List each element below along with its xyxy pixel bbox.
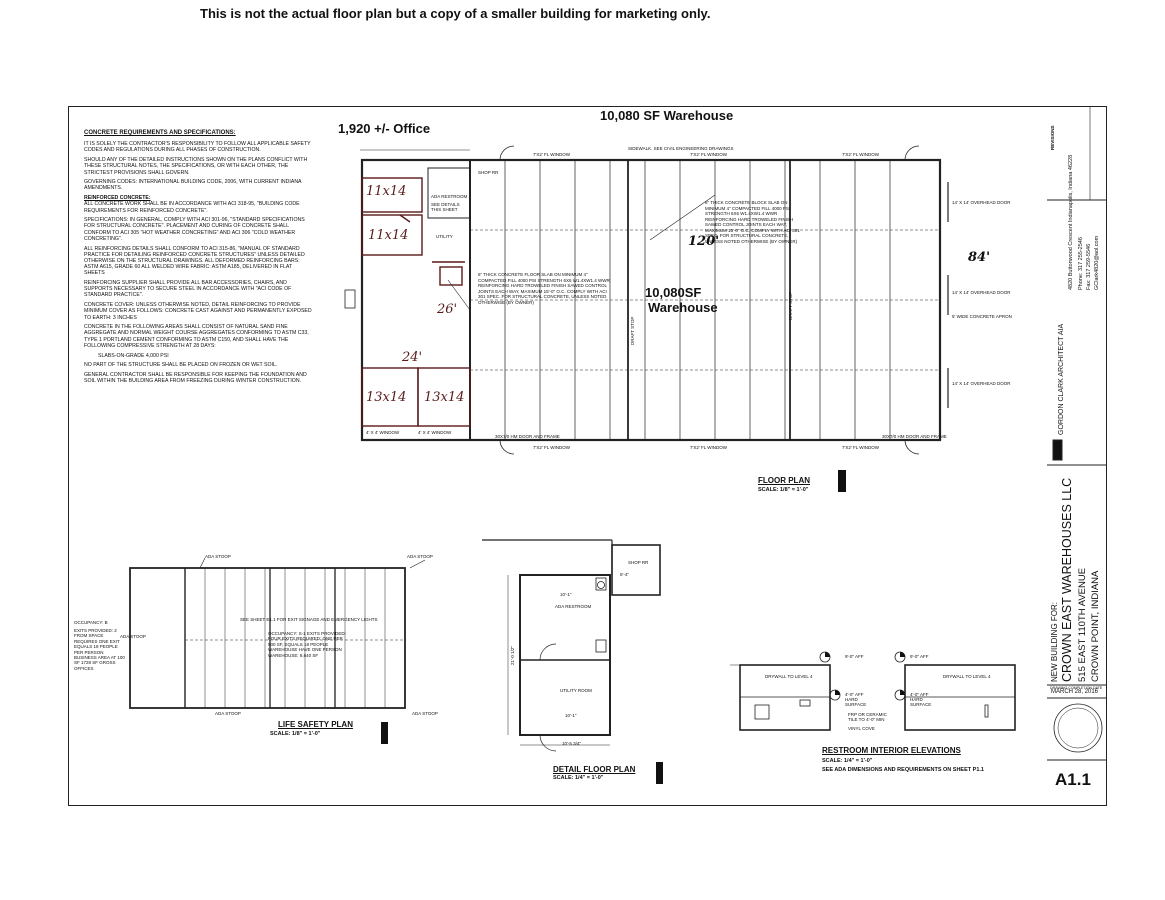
dimension-24: 24' [402,350,423,365]
utility-label: UTILITY [436,234,453,239]
floor-plan-scale: SCALE: 1/8" = 1'-0" [758,487,809,493]
detail-dim-b: 10'-1" [565,713,577,718]
completion-date: MARCH 28, 2016 [1051,689,1099,695]
drywall-label-1: DRYWALL TO LEVEL 4 [765,674,813,679]
window-top-label-2: 7'X2' FL WINDOW [690,152,728,157]
client-city: CROWN POINT, INDIANA [1090,570,1101,682]
note-p6: ALL REINFORCING DETAILS SHALL CONFORM TO ACI 315-86, "MANUAL OF STANDARD PRACTICE FOR DETAILING REINFORCED CONCRETE STRUCTURES" UNLESS DETAILED OTHERWISE ON THE STRUCTURAL DRAWINGS. ALL DEFORMED REINFORCING BARS: ASTM A615, GRADE 60 ALL WELDED WIRE FABRIC: ASTM A185, DELIVERED IN FLAT SHEETS [84,245,305,277]
detail-utility-room: UTILITY ROOM [560,688,592,693]
dimension-26: 26' [437,302,458,317]
note-p11: NO PART OF THE STRUCTURE SHALL BE PLACED ON FROZEN OR WET SOIL. [84,362,278,369]
sidewalk-label: SIDEWALK. SEE CIVIL ENGINEERING DRAWINGS [628,146,734,151]
floor-plan-title: FLOOR PLAN [758,476,810,485]
warehouse-center-label-2: Warehouse [648,300,718,315]
ada-stoop-label-1: ADA STOOP [205,554,231,559]
life-safety-marker [381,722,388,744]
restroom-elev-scale: SCALE: 1/4" = 1'-0" [822,758,873,764]
warehouse-center-label-1: 10,080SF [645,285,702,300]
occupancy-left: OCCUPANCY: B [74,620,108,625]
overhead-door-label-1: 14' X 14' OVERHEAD DOOR [952,200,1011,205]
note-p10: SLABS-ON-GRADE 4,000 PSI [98,352,169,359]
architect-name: GORDON CLARK ARCHITECT AIA [1058,323,1065,435]
office-window-label-2: 4' X 4' WINDOW [418,430,452,435]
overhead-door-label-3: 14' X 14' OVERHEAD DOOR [952,381,1011,386]
detail-ada-restroom: ADA RESTROOM [555,604,592,609]
room-label-1: 11x14 [366,184,407,199]
detail-dim-a: 10'-1" [560,592,572,597]
door-frame-label-2: 30X7/0 HM DOOR AND FRAME [882,434,947,439]
window-bottom-label-2: 7'X2' FL WINDOW [690,445,728,450]
restroom-elev-note: SEE ADA DIMENSIONS AND REQUIREMENTS ON SHEET P1.1 [822,767,984,773]
detail-dim-d: 21'-0 1/2" [510,646,515,665]
note-p4: ALL CONCRETE WORK SHALL BE IN ACCORDANCE WITH ACI 318-95, "BUILDING CODE REQUIREMENTS FOR REINFORCED CONCRETE". [84,201,300,214]
room-label-3: 13x14 [366,390,407,405]
detail-floor-scale: SCALE: 1/4" = 1'-0" [553,775,604,781]
ada-stoop-label-3: ADA STOOP [120,634,146,639]
drywall-label-2: DRYWALL TO LEVEL 4 [943,674,991,679]
note-p7: REINFORCING SUPPLIER SHALL PROVIDE ALL BAR ACCESSORIES, CHAIRS, AND SUPPORTS NECESSARY TO SECURE STEEL IN ACCORDANCE WITH "ACI CODE OF STANDARD PRACTICE". [84,280,292,299]
detail-marker [656,762,663,784]
tile-label: FRP OR CERAMIC TILE TO 4'-0" MIN [848,712,887,722]
life-safety-title: LIFE SAFETY PLAN [278,720,353,729]
window-top-label-3: 7'X2' FL WINDOW [842,152,880,157]
overhead-door-label-2: 14' X 14' OVERHEAD DOOR [952,290,1011,295]
architect-fax: Fax: 317 259-5546 [1086,243,1092,290]
room-arrow [400,215,410,222]
note-p9: CONCRETE IN THE FOLLOWING AREAS SHALL CONSIST OF NATURAL SAND FINE AGGREGATE AND NORMAL WEIGHT COURSE AGGREGATES CONFORMING TO ASTM C33, TYPE 1 PORTLAND CEMENT CONFORMING TO ASTM C150, AND SHALL HAVE THE FOLLOWING COMPRESSIVE STRENGTH AT 28 DAYS: [84,324,309,349]
draft-stop-label-1: DRAFT STOP [630,316,635,345]
office-area-heading: 1,920 +/- Office [338,121,431,136]
detail-floor-plan [482,540,660,751]
office-window-label-1: 4' X 4' WINDOW [366,430,400,435]
architect-address: 4820 Buttonwood Crescent Indianapolis, Indiana 46228 [1068,154,1074,290]
restroom-elev-title: RESTROOM INTERIOR ELEVATIONS [822,746,961,755]
floor-plan-marker [838,470,846,492]
office-slab-note: 6" THICK CONCRETE FLOOR SLAB ON MINIMUM 4" COMPACTED FILL 4000 PSI STRENGTH 6X6 W1.4XW1.4 WWR REINFORCING HARD TROWELED FINISH SAWED CONTROL JOINTS EACH WAY, MAXIMUM 15'-0" O.C. COMPLY WITH ACI 301 SPEC. FOR STRUCTURAL CONCRETE, UNLESS NOTED OTHERWISE (BY OWNER) [478,272,610,305]
utility-box [440,267,462,285]
aff-label-4: 4'-0" AFF HARD SURFACE [910,692,932,707]
note-p2: SHOULD ANY OF THE DETAILED INSTRUCTIONS SHOWN ON THE PLANS CONFLICT WITH THESE STRUCTURAL NOTES, THE SPECIFICATIONS, OR WITH EACH OTHER, THE STRICTEST PROVISIONS SHALL GOVERN. [84,157,308,176]
window-bottom-label-3: 7'X2' FL WINDOW [842,445,880,450]
ada-stoop-label-2: ADA STOOP [407,554,433,559]
detail-dim-c: 10'-5 3/4" [562,741,581,746]
detail-dim-e: 5'-4" [620,572,629,577]
ada-restroom-label: ADA RESTROOM [431,194,468,199]
note-p1: IT IS SOLELY THE CONTRACTOR'S RESPONSIBILITY TO FOLLOW ALL APPLICABLE SAFETY CODES AND REGULATIONS DURING ALL PHASES OF CONSTRUCTION. [84,141,311,154]
aff-label-1: 9'-0" AFF [845,654,864,659]
note-p5: SPECIFICATIONS: IN GENERAL, COMPLY WITH ACI 301-96, "STANDARD SPECIFICATIONS FOR STRUCTURAL CONCRETE". PLACEMENT AND CURING OF CONCRETE SHALL CONFORM TO ACI 305 "HOT WEATHER CONCRETING" AND ACI 306 "COLD WEATHER CONCRETING". [84,217,305,242]
new-building-label: NEW BUILDING FOR: [1050,601,1059,682]
note-rc-head: REINFORCED CONCRETE: [84,195,151,202]
exit-signage-note: SEE SHEET E1.1 FOR EXIT SIGNAGE AND EMERGENCY LIGHTS [240,617,378,622]
door-frame-label-1: 30X7/0 HM DOOR AND FRAME [495,434,560,439]
dimension-84: 84' [968,250,991,265]
life-safety-scale: SCALE: 1/8" = 1'-0" [270,731,321,737]
dimension-120: 120' [688,234,720,249]
warehouse-slab-note: 6" THICK CONCRETE BLOCK SLAB ON MINIMUM 4" COMPACTED FILL 4000 PSI STRENGTH 6X6 W1.4XW1.4 WWR REINFORCING HARD TROWELED FINISH SAWED CONTROL JOINTS EACH WAY, MAXIMUM 15'-0" O.C. COMPLY WITH ACI 301 SPEC. FOR STRUCTURAL CONCRETE, UNLESS NOTED OTHERWISE (BY OWNER) [705,200,800,244]
revisions-label: REVISIONS [1050,125,1055,150]
vinyl-label: VINYL COVE [848,726,875,731]
warehouse-area-heading: 10,080 SF Warehouse [600,108,734,123]
note-p3: GOVERNING CODES: INTERNATIONAL BUILDING CODE, 2006, WITH CURRENT INDIANA AMENDMENTS. [84,179,302,192]
ada-stoop-label-5: ADA STOOP [412,711,438,716]
shop-rr-label: SHOP RR [478,170,499,175]
room-label-2: 11x14 [368,228,409,243]
ada-stoop-label-4: ADA STOOP [215,711,241,716]
client-name: CROWN EAST WAREHOUSES LLC [1060,477,1074,682]
note-p12: GENERAL CONTRACTOR SHALL BE RESPONSIBLE FOR KEEPING THE FOUNDATION AND SOIL WITHIN THE BUILDING AREA FROM FREEZING DURING WINTER CONSTRUCTION. [84,372,307,385]
date-label: DRAWING COMPLETION DATE [1050,686,1103,690]
disclaimer-text: This is not the actual floor plan but a copy of a smaller building for marketing only. [200,6,711,21]
aff-label-3: 4'-0" AFF HARD SURFACE [845,692,867,707]
occupancy-right: OCCUPANCY: S-1 EXITS PROVIDED: FOUR EXITS REQUIRED: ONE PER 500 SF, EQUALS 18 PEOPLE WAREHOUSE HAVE ONE PERSON WAREHOUSE: 8,640 SF [268,631,346,658]
see-details-label: SEE DETAILS THIS SHEET [431,202,460,212]
room-label-4: 13x14 [424,390,465,405]
client-street: 515 EAST 110TH AVENUE [1077,567,1088,682]
architect-phone: Phone: 317 255-2546 [1078,237,1084,290]
detail-floor-title: DETAIL FLOOR PLAN [553,765,636,774]
sheet-number: A1.1 [1055,770,1091,789]
notes-title: CONCRETE REQUIREMENTS AND SPECIFICATIONS: [84,130,236,136]
note-p8: CONCRETE COVER: UNLESS OTHERWISE NOTED, DETAIL REINFORCING TO PROVIDE MINIMUM COVER AS FOLLOWS: CONCRETE CAST AGAINST AND PERMANENTLY EXPOSED TO EARTH: 3 INCHES [84,302,312,321]
architect-email: GClark4820@aol.com [1094,235,1100,290]
apron-label: 5' WIDE CONCRETE APRON [952,314,1012,319]
exits-left: EXITS PROVIDED: 2 FROM SPACE REQUIRES ONE EXIT EQUALS 18 PEOPLE PER PERSON BUSINESS AREA AT 100 SF 1728 SF GROSS OFFICES [74,628,125,671]
window-top-label-1: 7'X2' FL WINDOW [533,152,571,157]
window-bottom-label-1: 7'X2' FL WINDOW [533,445,571,450]
draft-stop-label-2: DRAFT STOP [788,291,793,320]
detail-shop-rr: SHOP RR [628,560,649,565]
aff-label-2: 9'-0" AFF [910,654,929,659]
